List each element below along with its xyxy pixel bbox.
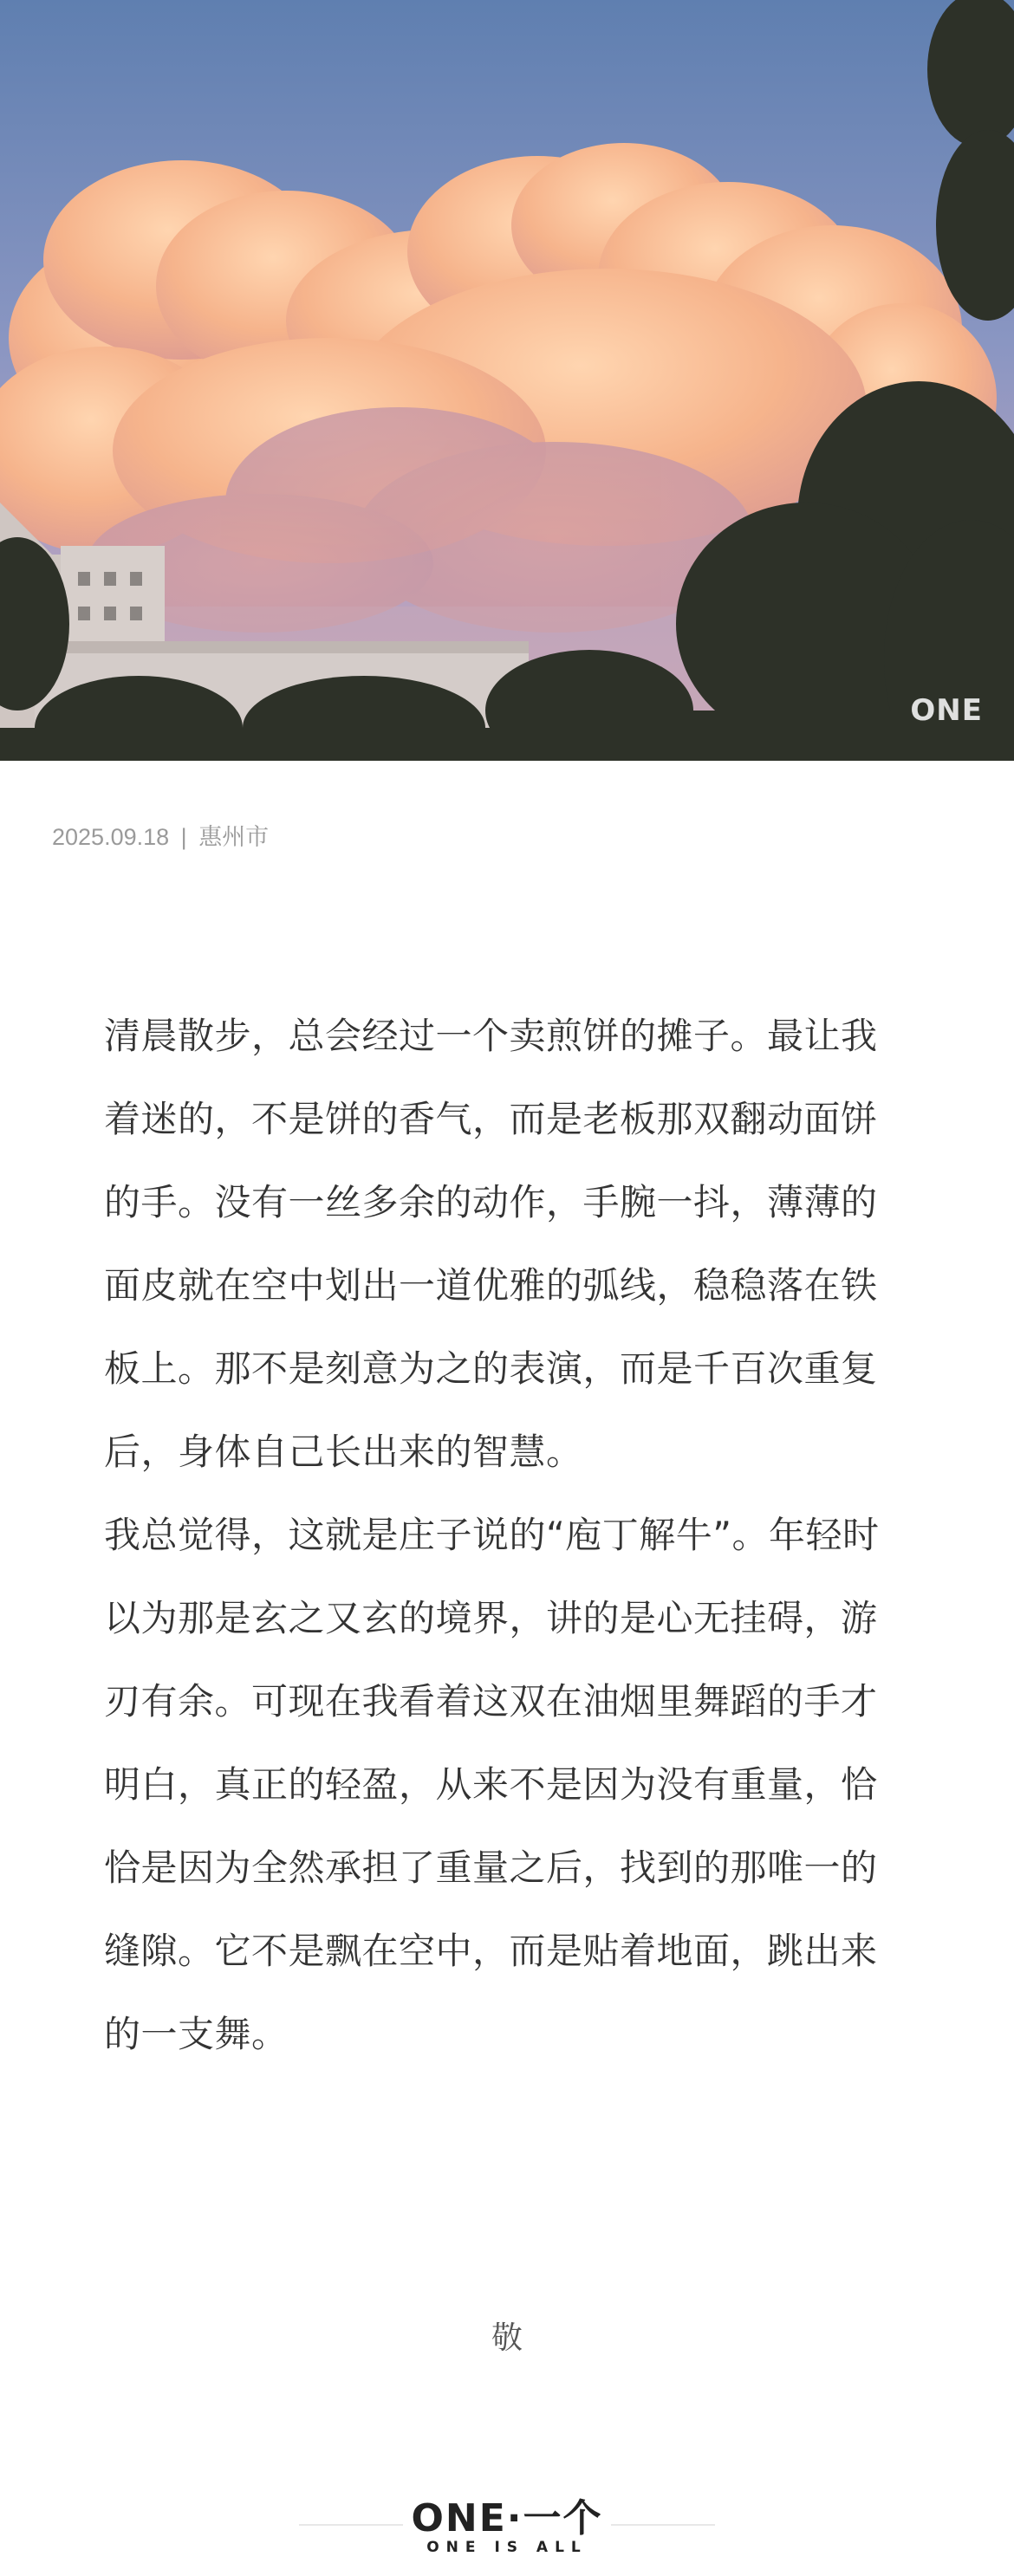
brand-tagline: ONE IS ALL [426, 2539, 588, 2556]
article-paragraph: 我总觉得，这就是庄子说的“庖丁解牛”。年轻时以为那是玄之又玄的境界，讲的是心无挂碍，游刃有余。可现在我看着这双在油烟里舞蹈的手才明白，真正的轻盈，从来不是因为没有重量，恰恰是因为全然承担了重量之后，找到的那唯一的缝隙。它不是飘在空中，而是贴着地面，跳出来的一支舞。 [104, 1514, 880, 2055]
post-location: 惠州市 [198, 824, 270, 850]
footer-brand [0, 2478, 1014, 2565]
hero-image [0, 0, 1014, 761]
post-date: 2025.09.18 [52, 824, 170, 850]
post-meta [52, 818, 269, 852]
article-body [104, 995, 901, 2076]
meta-separator: | [180, 824, 187, 850]
watermark-logo: ONE [910, 693, 983, 728]
brand-logo: ONE·一个 [411, 2496, 603, 2540]
hero-photo [0, 0, 1014, 761]
article-paragraph: 清晨散步，总会经过一个卖煎饼的摊子。最让我着迷的，不是饼的香气，而是老板那双翻动面饼的手。没有一丝多余的动作，手腕一抖，薄薄的面皮就在空中划出一道优雅的弧线，稳稳落在铁板上。那不是刻意为之的表演，而是千百次重复后，身体自己长出来的智慧。 [104, 1015, 878, 1473]
signoff: 敬 [491, 2320, 523, 2356]
